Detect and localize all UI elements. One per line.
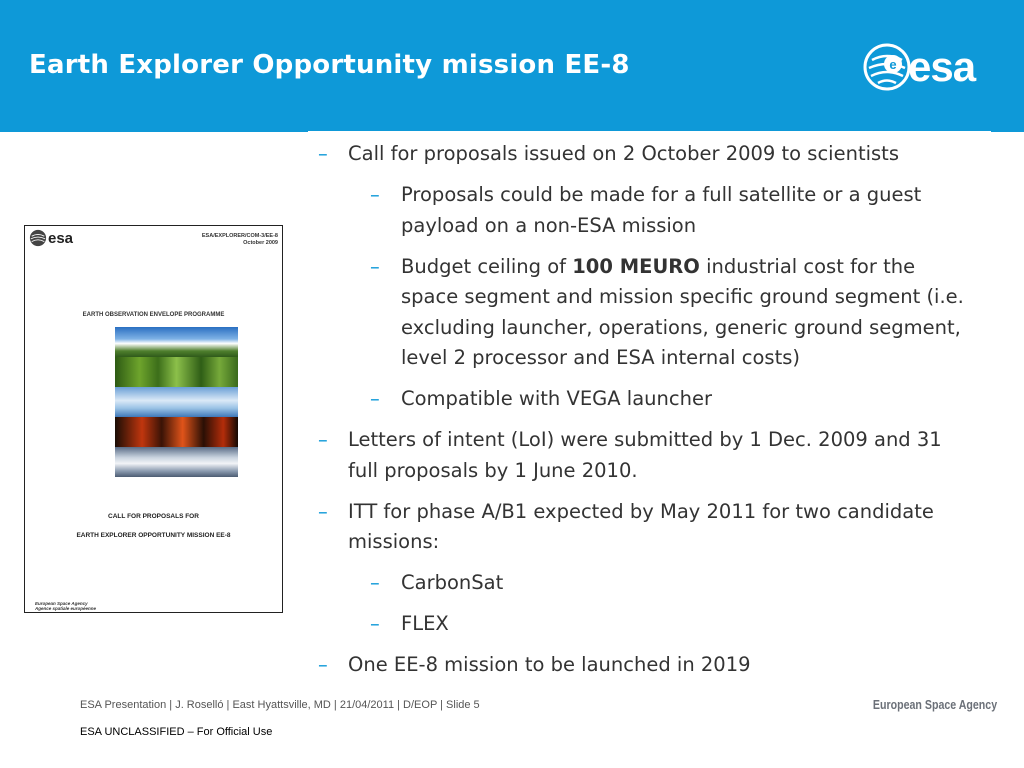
- bullet-item: [318, 497, 963, 558]
- document-call-heading: CALL FOR PROPOSALS FOR: [108, 513, 199, 520]
- sub-bullet-item: [318, 568, 978, 599]
- bullet-list: [318, 139, 998, 691]
- document-logo-text: esa: [48, 229, 74, 247]
- dash-bullet-icon: –: [370, 387, 380, 410]
- bullet-text: ITT for phase A/B1 expected by May 2011 for two candidate missions:: [348, 499, 934, 553]
- esa-globe-icon: [862, 42, 912, 92]
- dash-bullet-icon: –: [318, 653, 328, 676]
- footer-presentation-info: ESA Presentation | J. Roselló | East Hyattsville, MD | 21/04/2011 | D/EOP | Slide 5: [80, 699, 480, 711]
- footer-classification: ESA UNCLASSIFIED – For Official Use: [80, 726, 273, 738]
- sub-bullet-item: [318, 609, 978, 640]
- esa-logo-text: esa: [908, 43, 976, 90]
- document-mission-heading: EARTH EXPLORER OPPORTUNITY MISSION EE-8: [76, 532, 231, 539]
- slide-title: Earth Explorer Opportunity mission EE-8: [29, 50, 630, 80]
- dash-bullet-icon: –: [318, 499, 328, 523]
- svg-text:e: e: [889, 57, 897, 72]
- bullet-text: Compatible with VEGA launcher: [401, 387, 712, 410]
- document-agency-en: European Space Agency: [35, 601, 88, 606]
- bullet-text: Proposals could be made for a full satellite or a guest payload on a non-ESA mission: [401, 183, 922, 237]
- sub-bullet-item: [318, 252, 978, 374]
- document-reference: ESA/EXPLORER/COM-3/EE-8: [201, 233, 278, 239]
- document-esa-logo: [29, 229, 73, 247]
- sub-bullet-item: [318, 180, 978, 241]
- dash-bullet-icon: –: [318, 428, 328, 451]
- document-globe-icon: [29, 229, 47, 247]
- bullet-text-before: Budget ceiling of: [401, 254, 573, 278]
- document-photo-forest: [115, 357, 238, 387]
- bullet-item: [318, 139, 963, 170]
- bullet-item: [318, 650, 963, 681]
- dash-bullet-icon: –: [370, 571, 380, 594]
- document-photo-lava: [115, 417, 238, 447]
- bullet-text: Letters of intent (LoI) were submitted by 1 Dec. 2009 and 31 full proposals by 1 June 2010.: [348, 428, 942, 482]
- call-for-proposals-document-image: [24, 225, 283, 613]
- dash-bullet-icon: –: [370, 612, 380, 635]
- bullet-text: CarbonSat: [401, 571, 504, 594]
- document-agency: [35, 601, 96, 612]
- document-reference-block: [202, 233, 278, 247]
- bullet-item: [318, 425, 963, 486]
- document-date: October 2009: [243, 240, 278, 247]
- document-photo-clouds: [115, 447, 238, 477]
- dash-bullet-icon: –: [370, 183, 380, 206]
- document-programme: EARTH OBSERVATION ENVELOPE PROGRAMME: [82, 312, 225, 318]
- bullet-text: Call for proposals issued on 2 October 2009 to scientists: [348, 142, 899, 165]
- document-photo-sky: [115, 327, 238, 357]
- sub-bullet-item: [318, 384, 978, 415]
- document-agency-fr: Agence spatiale européenne: [35, 606, 97, 612]
- document-photo-ice: [115, 387, 238, 417]
- budget-amount: 100 MEURO: [572, 254, 700, 278]
- footer-agency-name: European Space Agency: [872, 698, 997, 712]
- dash-bullet-icon: –: [370, 254, 380, 278]
- bullet-text-after: industrial cost for the space segment and mission specific ground segment (i.e. excluding launcher, operations, generic ground segment, level 2 processor and ESA internal costs): [401, 254, 964, 369]
- header-divider: [308, 131, 991, 133]
- title-banner: [0, 0, 1024, 132]
- bullet-text: One EE-8 mission to be launched in 2019: [348, 653, 751, 676]
- bullet-text: FLEX: [401, 612, 449, 635]
- dash-bullet-icon: –: [318, 142, 328, 165]
- esa-logo: [862, 40, 1002, 94]
